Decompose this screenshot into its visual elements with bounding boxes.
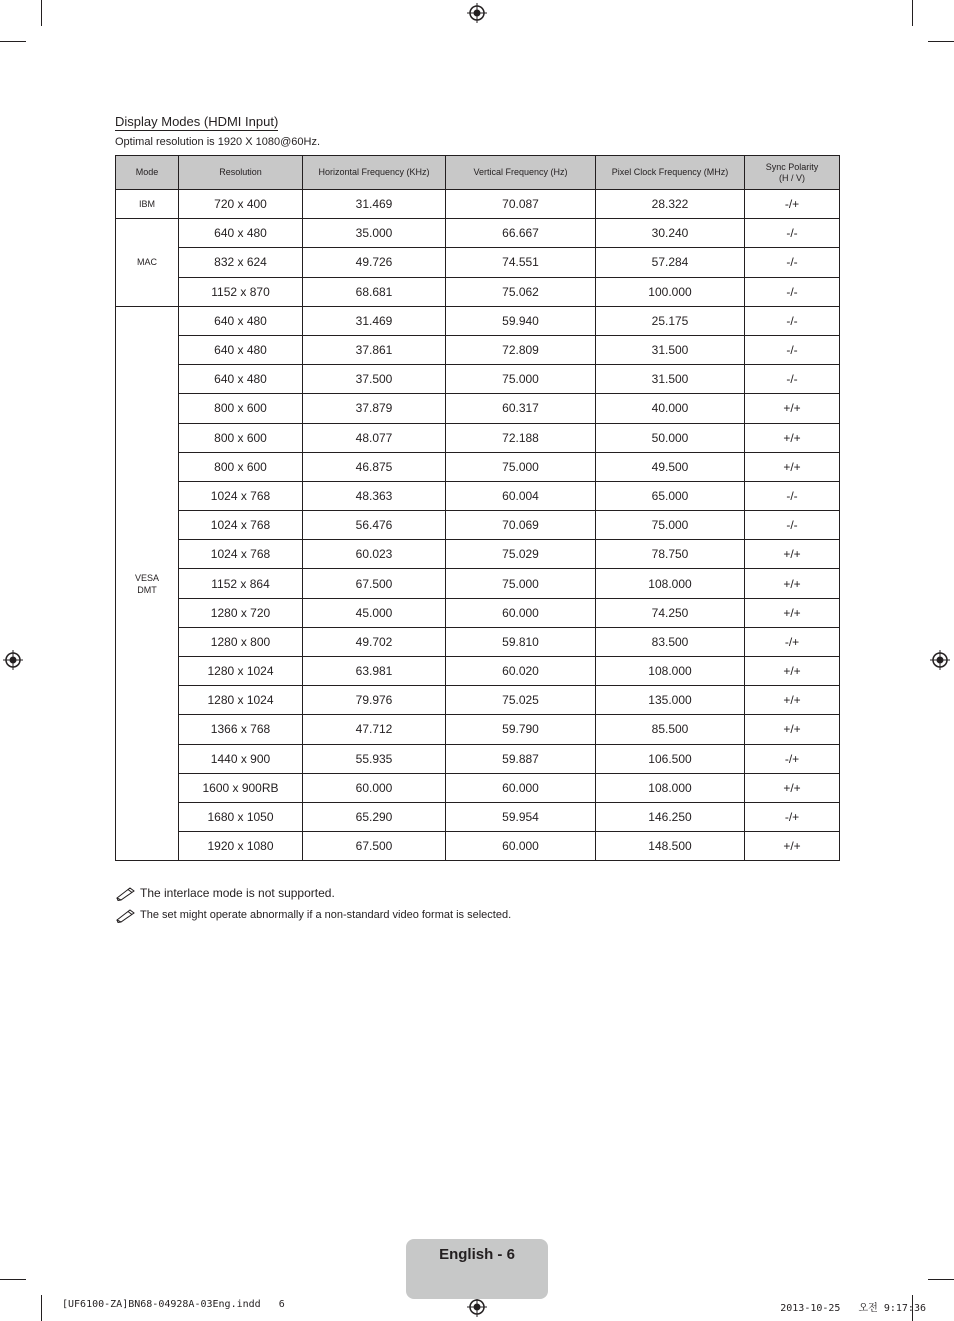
page-number-tab xyxy=(406,1239,548,1299)
footer-file-info: [UF6100-ZA]BN68-04928A-03Eng.indd 6 xyxy=(62,1299,285,1310)
pencil-note-icon xyxy=(115,907,137,923)
note-item xyxy=(115,882,511,904)
crop-mark xyxy=(912,0,913,26)
table-row xyxy=(116,773,840,802)
pixel-clock-cell: 25.175 xyxy=(596,306,745,335)
resolution-cell: 720 x 400 xyxy=(179,190,303,219)
resolution-cell: 1280 x 1024 xyxy=(179,657,303,686)
resolution-cell: 1280 x 800 xyxy=(179,627,303,656)
vertical-frequency-cell: 75.062 xyxy=(446,277,596,306)
table-row xyxy=(116,832,840,861)
mode-cell: MAC xyxy=(116,219,179,307)
header-mode: Mode xyxy=(116,156,179,190)
table-row xyxy=(116,452,840,481)
pixel-clock-cell: 83.500 xyxy=(596,627,745,656)
resolution-cell: 1024 x 768 xyxy=(179,481,303,510)
crop-mark xyxy=(0,41,26,42)
sync-polarity-cell: +/+ xyxy=(745,832,840,861)
header-sync-polarity: Sync Polarity (H / V) xyxy=(745,156,840,190)
pixel-clock-cell: 146.250 xyxy=(596,802,745,831)
table-row xyxy=(116,569,840,598)
pixel-clock-cell: 108.000 xyxy=(596,569,745,598)
resolution-cell: 640 x 480 xyxy=(179,219,303,248)
vertical-frequency-cell: 75.029 xyxy=(446,540,596,569)
horizontal-frequency-cell: 60.023 xyxy=(303,540,446,569)
pencil-note-icon xyxy=(115,885,137,901)
resolution-cell: 1024 x 768 xyxy=(179,511,303,540)
sync-polarity-cell: +/+ xyxy=(745,773,840,802)
horizontal-frequency-cell: 37.879 xyxy=(303,394,446,423)
resolution-cell: 1280 x 720 xyxy=(179,598,303,627)
note-text: The interlace mode is not supported. xyxy=(140,886,335,900)
horizontal-frequency-cell: 49.726 xyxy=(303,248,446,277)
resolution-cell: 640 x 480 xyxy=(179,365,303,394)
sync-polarity-cell: -/+ xyxy=(745,190,840,219)
table-row xyxy=(116,306,840,335)
pixel-clock-cell: 108.000 xyxy=(596,773,745,802)
sync-polarity-cell: -/+ xyxy=(745,744,840,773)
table-row xyxy=(116,423,840,452)
vertical-frequency-cell: 59.790 xyxy=(446,715,596,744)
horizontal-frequency-cell: 37.500 xyxy=(303,365,446,394)
pixel-clock-cell: 28.322 xyxy=(596,190,745,219)
note-text: The set might operate abnormally if a non-standard video format is selected. xyxy=(140,909,512,921)
display-modes-table xyxy=(115,155,840,861)
table-row xyxy=(116,627,840,656)
vertical-frequency-cell: 75.025 xyxy=(446,686,596,715)
table-row xyxy=(116,744,840,773)
horizontal-frequency-cell: 37.861 xyxy=(303,335,446,364)
registration-mark-icon xyxy=(467,3,487,23)
table-row xyxy=(116,190,840,219)
resolution-cell: 1152 x 870 xyxy=(179,277,303,306)
resolution-cell: 800 x 600 xyxy=(179,423,303,452)
horizontal-frequency-cell: 45.000 xyxy=(303,598,446,627)
table-row xyxy=(116,277,840,306)
vertical-frequency-cell: 60.000 xyxy=(446,832,596,861)
vertical-frequency-cell: 59.810 xyxy=(446,627,596,656)
vertical-frequency-cell: 60.317 xyxy=(446,394,596,423)
header-horizontal-frequency: Horizontal Frequency (KHz) xyxy=(303,156,446,190)
resolution-cell: 1680 x 1050 xyxy=(179,802,303,831)
pixel-clock-cell: 40.000 xyxy=(596,394,745,423)
pixel-clock-cell: 74.250 xyxy=(596,598,745,627)
registration-mark-icon xyxy=(3,650,23,670)
pixel-clock-cell: 148.500 xyxy=(596,832,745,861)
vertical-frequency-cell: 59.940 xyxy=(446,306,596,335)
horizontal-frequency-cell: 31.469 xyxy=(303,306,446,335)
horizontal-frequency-cell: 55.935 xyxy=(303,744,446,773)
horizontal-frequency-cell: 63.981 xyxy=(303,657,446,686)
pixel-clock-cell: 31.500 xyxy=(596,365,745,394)
resolution-cell: 1366 x 768 xyxy=(179,715,303,744)
sync-polarity-cell: -/- xyxy=(745,306,840,335)
pixel-clock-cell: 57.284 xyxy=(596,248,745,277)
table-row xyxy=(116,657,840,686)
vertical-frequency-cell: 60.004 xyxy=(446,481,596,510)
table-header-row xyxy=(116,156,840,190)
sync-polarity-cell: +/+ xyxy=(745,598,840,627)
resolution-cell: 1280 x 1024 xyxy=(179,686,303,715)
sync-polarity-cell: -/- xyxy=(745,335,840,364)
resolution-cell: 800 x 600 xyxy=(179,452,303,481)
table-row xyxy=(116,365,840,394)
sync-polarity-cell: -/- xyxy=(745,365,840,394)
vertical-frequency-cell: 70.069 xyxy=(446,511,596,540)
sync-polarity-cell: +/+ xyxy=(745,686,840,715)
horizontal-frequency-cell: 35.000 xyxy=(303,219,446,248)
table-row xyxy=(116,715,840,744)
vertical-frequency-cell: 60.000 xyxy=(446,773,596,802)
sync-polarity-cell: -/- xyxy=(745,219,840,248)
horizontal-frequency-cell: 48.077 xyxy=(303,423,446,452)
sync-polarity-cell: -/- xyxy=(745,511,840,540)
resolution-cell: 640 x 480 xyxy=(179,335,303,364)
resolution-cell: 1024 x 768 xyxy=(179,540,303,569)
horizontal-frequency-cell: 46.875 xyxy=(303,452,446,481)
sync-polarity-cell: -/- xyxy=(745,277,840,306)
horizontal-frequency-cell: 56.476 xyxy=(303,511,446,540)
horizontal-frequency-cell: 65.290 xyxy=(303,802,446,831)
table-row xyxy=(116,335,840,364)
pixel-clock-cell: 75.000 xyxy=(596,511,745,540)
pixel-clock-cell: 49.500 xyxy=(596,452,745,481)
vertical-frequency-cell: 74.551 xyxy=(446,248,596,277)
horizontal-frequency-cell: 60.000 xyxy=(303,773,446,802)
table-row xyxy=(116,802,840,831)
horizontal-frequency-cell: 67.500 xyxy=(303,832,446,861)
horizontal-frequency-cell: 48.363 xyxy=(303,481,446,510)
table-row xyxy=(116,481,840,510)
vertical-frequency-cell: 75.000 xyxy=(446,365,596,394)
page-label: English - 6 xyxy=(439,1246,515,1263)
vertical-frequency-cell: 60.000 xyxy=(446,598,596,627)
table-row xyxy=(116,248,840,277)
sync-polarity-cell: -/+ xyxy=(745,802,840,831)
horizontal-frequency-cell: 47.712 xyxy=(303,715,446,744)
crop-mark xyxy=(928,41,954,42)
header-pixel-clock: Pixel Clock Frequency (MHz) xyxy=(596,156,745,190)
table-row xyxy=(116,219,840,248)
vertical-frequency-cell: 60.020 xyxy=(446,657,596,686)
sync-polarity-cell: +/+ xyxy=(745,452,840,481)
pixel-clock-cell: 108.000 xyxy=(596,657,745,686)
vertical-frequency-cell: 75.000 xyxy=(446,452,596,481)
vertical-frequency-cell: 59.887 xyxy=(446,744,596,773)
sync-polarity-cell: +/+ xyxy=(745,394,840,423)
sync-polarity-cell: +/+ xyxy=(745,569,840,598)
note-item xyxy=(115,904,511,926)
pixel-clock-cell: 78.750 xyxy=(596,540,745,569)
sync-polarity-cell: +/+ xyxy=(745,657,840,686)
table-row xyxy=(116,540,840,569)
crop-mark xyxy=(0,1279,26,1280)
header-vertical-frequency: Vertical Frequency (Hz) xyxy=(446,156,596,190)
horizontal-frequency-cell: 68.681 xyxy=(303,277,446,306)
vertical-frequency-cell: 66.667 xyxy=(446,219,596,248)
pixel-clock-cell: 106.500 xyxy=(596,744,745,773)
horizontal-frequency-cell: 31.469 xyxy=(303,190,446,219)
notes xyxy=(115,882,511,926)
mode-cell: IBM xyxy=(116,190,179,219)
registration-mark-icon xyxy=(467,1297,487,1317)
pixel-clock-cell: 100.000 xyxy=(596,277,745,306)
mode-cell: VESA DMT xyxy=(116,306,179,861)
table-row xyxy=(116,686,840,715)
vertical-frequency-cell: 72.809 xyxy=(446,335,596,364)
vertical-frequency-cell: 72.188 xyxy=(446,423,596,452)
vertical-frequency-cell: 70.087 xyxy=(446,190,596,219)
header-resolution: Resolution xyxy=(179,156,303,190)
sync-polarity-cell: +/+ xyxy=(745,540,840,569)
sync-polarity-cell: -/- xyxy=(745,481,840,510)
table-row xyxy=(116,511,840,540)
pixel-clock-cell: 31.500 xyxy=(596,335,745,364)
sync-polarity-cell: +/+ xyxy=(745,423,840,452)
crop-mark xyxy=(41,1295,42,1321)
table-row xyxy=(116,598,840,627)
horizontal-frequency-cell: 67.500 xyxy=(303,569,446,598)
section-title: Display Modes (HDMI Input) xyxy=(115,114,279,129)
vertical-frequency-cell: 75.000 xyxy=(446,569,596,598)
crop-mark xyxy=(928,1279,954,1280)
pixel-clock-cell: 50.000 xyxy=(596,423,745,452)
resolution-cell: 800 x 600 xyxy=(179,394,303,423)
sync-polarity-cell: -/+ xyxy=(745,627,840,656)
resolution-cell: 1440 x 900 xyxy=(179,744,303,773)
pixel-clock-cell: 85.500 xyxy=(596,715,745,744)
resolution-cell: 1920 x 1080 xyxy=(179,832,303,861)
table-row xyxy=(116,394,840,423)
registration-mark-icon xyxy=(930,650,950,670)
footer-timestamp: 2013-10-25 오전 9:17:36 xyxy=(780,1303,926,1314)
pixel-clock-cell: 135.000 xyxy=(596,686,745,715)
horizontal-frequency-cell: 79.976 xyxy=(303,686,446,715)
crop-mark xyxy=(41,0,42,26)
section-subtitle: Optimal resolution is 1920 X 1080@60Hz. xyxy=(115,136,320,148)
resolution-cell: 640 x 480 xyxy=(179,306,303,335)
resolution-cell: 1152 x 864 xyxy=(179,569,303,598)
horizontal-frequency-cell: 49.702 xyxy=(303,627,446,656)
resolution-cell: 832 x 624 xyxy=(179,248,303,277)
pixel-clock-cell: 30.240 xyxy=(596,219,745,248)
vertical-frequency-cell: 59.954 xyxy=(446,802,596,831)
pixel-clock-cell: 65.000 xyxy=(596,481,745,510)
sync-polarity-cell: +/+ xyxy=(745,715,840,744)
resolution-cell: 1600 x 900RB xyxy=(179,773,303,802)
sync-polarity-cell: -/- xyxy=(745,248,840,277)
